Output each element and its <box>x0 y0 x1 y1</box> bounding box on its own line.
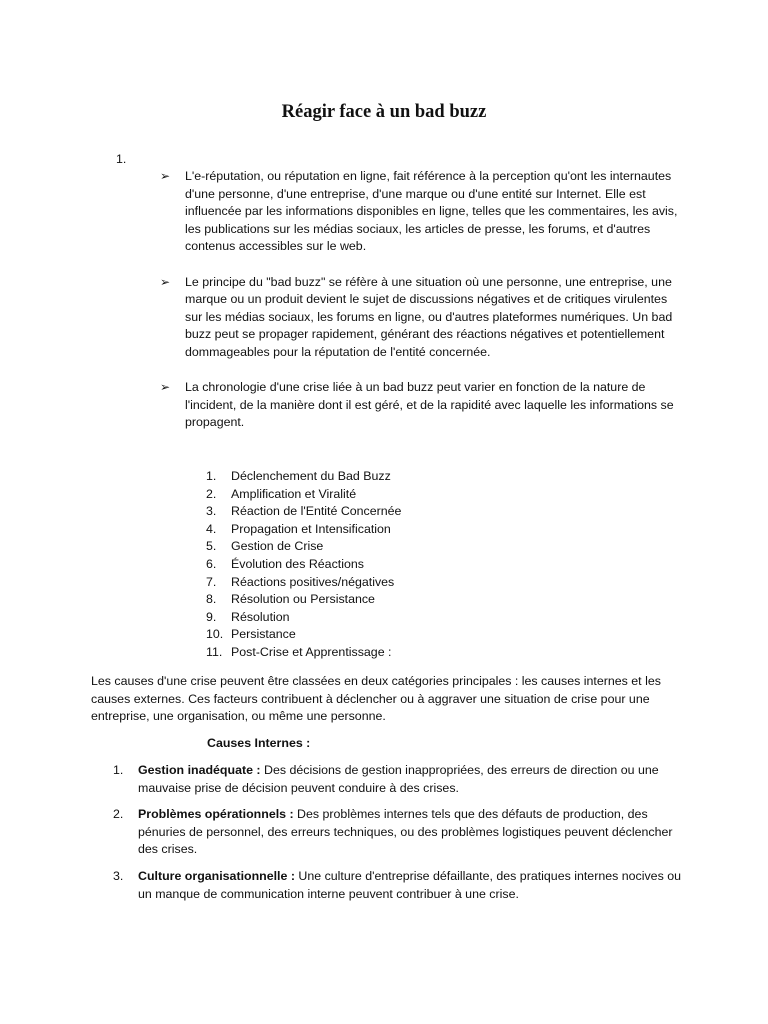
list-number: 3. <box>206 504 217 519</box>
list-label: Post-Crise et Apprentissage : <box>231 644 392 659</box>
list-label: Gestion de Crise <box>231 539 324 554</box>
list-label: Propagation et Intensification <box>231 521 391 536</box>
cause-number: 1. <box>113 763 124 777</box>
list-item <box>206 503 506 521</box>
list-number: 9. <box>206 609 217 624</box>
cause-number: 2. <box>113 807 124 822</box>
list-number: 11. <box>206 644 223 659</box>
bullet-item <box>160 168 680 256</box>
list-number: 5. <box>206 539 217 554</box>
list-number: 6. <box>206 556 217 571</box>
cause-body <box>138 762 683 797</box>
list-item <box>206 556 506 574</box>
list-label: Amplification et Viralité <box>231 486 357 501</box>
arrow-bullet-icon: ➢ <box>160 169 171 183</box>
list-label: Évolution des Réactions <box>231 556 364 571</box>
list-item <box>206 468 506 486</box>
cause-term: Problèmes opérationnels : <box>138 807 294 822</box>
list-item <box>206 521 506 539</box>
list-item <box>206 626 506 644</box>
cause-text: Une culture d'entreprise défaillante, des pratiques internes nocives ou un manque de communication interne peuvent contribuer à une crise. <box>138 868 681 901</box>
cause-body <box>138 806 683 859</box>
list-item <box>206 591 506 609</box>
list-label: Persistance <box>231 627 296 642</box>
list-label: Déclenchement du Bad Buzz <box>231 469 391 483</box>
cause-item <box>113 762 683 797</box>
page-title: Réagir face à un bad buzz <box>281 102 487 122</box>
cause-text: Des décisions de gestion inappropriées, des erreurs de direction ou une mauvaise prise de décision peuvent conduire à des crises. <box>138 763 659 795</box>
list-label: Réactions positives/négatives <box>231 574 395 589</box>
timeline-list <box>206 468 506 662</box>
cause-item <box>113 806 683 859</box>
internal-causes-list <box>113 762 683 912</box>
section-heading-causes-internes: Causes Internes : <box>207 736 311 750</box>
causes-intro-paragraph: Les causes d'une crise peuvent être classées en deux catégories principales : les causes internes et les causes externes. Ces facteurs contribuent à déclencher ou à aggraver une situation de crise pour une entreprise, une organisation, ou même une personne. <box>91 674 661 724</box>
bullet-list <box>160 168 680 450</box>
list-item <box>206 609 506 627</box>
list-number: 4. <box>206 521 217 536</box>
list-item <box>206 644 506 662</box>
cause-item <box>113 868 683 903</box>
cause-term: Gestion inadéquate : <box>138 763 261 777</box>
list-item <box>206 538 506 556</box>
bullet-text-e-reputation: L'e-réputation, ou réputation en ligne, fait référence à la perception qu'ont les internautes d'une personne, d'une entreprise, d'une marque ou d'une entité sur Internet. Elle est influencée par les informations disponibles en ligne, telles que les commentaires, les avis, les publications sur les médias sociaux, les articles de presse, les forums, et d'autres contenus accessibles sur le web. <box>185 169 678 254</box>
bullet-text-bad-buzz: Le principe du "bad buzz" se réfère à une situation où une personne, une entreprise, une marque ou un produit devient le sujet de discussions négatives et de critiques virulentes sur les médias sociaux, les forums en ligne, ou d'autres plateformes numériques. Un bad buzz peut se propager rapidement, générant des réactions négatives et potentiellement dommageables pour la réputation de l'entité concernée. <box>185 274 673 359</box>
bullet-text-chronologie: La chronologie d'une crise liée à un bad buzz peut varier en fonction de la nature de l'incident, de la manière dont il est géré, et de la rapidité avec laquelle les informations se propagent. <box>185 380 674 430</box>
list-item <box>206 574 506 592</box>
list-label: Réaction de l'Entité Concernée <box>231 504 402 519</box>
bullet-item <box>160 274 680 362</box>
list-number: 2. <box>206 486 217 501</box>
list-number: 8. <box>206 592 217 607</box>
list-number: 10. <box>206 627 224 642</box>
list-number: 1. <box>206 469 217 483</box>
cause-text: Des problèmes internes tels que des défauts de production, des pénuries de personnel, des erreurs techniques, ou des problèmes logistiques peuvent déclencher des crises. <box>138 807 673 857</box>
cause-body <box>138 868 683 903</box>
bullet-item <box>160 379 680 432</box>
cause-number: 3. <box>113 868 124 883</box>
cause-term: Culture organisationnelle : <box>138 868 295 883</box>
list-number: 7. <box>206 574 217 589</box>
arrow-bullet-icon: ➢ <box>160 380 171 395</box>
top-level-number: 1. <box>116 152 127 166</box>
list-label: Résolution <box>231 609 290 624</box>
arrow-bullet-icon: ➢ <box>160 274 171 289</box>
list-item <box>206 486 506 504</box>
list-label: Résolution ou Persistance <box>231 592 375 607</box>
